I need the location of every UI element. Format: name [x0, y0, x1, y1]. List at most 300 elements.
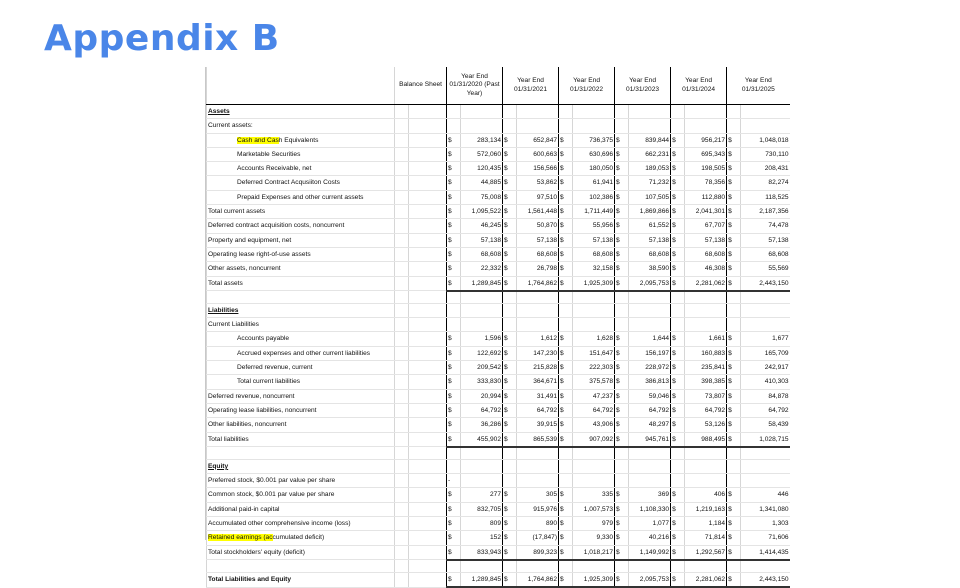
currency-symbol: $: [447, 517, 461, 531]
cell-value: 277: [461, 488, 503, 502]
currency-symbol: $: [447, 233, 461, 247]
cell-value: 1,869,866: [629, 205, 671, 219]
row-label: [207, 133, 395, 147]
cell-value: 82,274: [741, 176, 790, 190]
cell-value: 364,671: [517, 375, 559, 389]
cell-value: 64,792: [741, 403, 790, 417]
cell-value: 57,138: [741, 233, 790, 247]
cell-value: 58,439: [741, 418, 790, 432]
currency-symbol: $: [615, 190, 629, 204]
currency-symbol: $: [671, 176, 685, 190]
header-year: Year End 01/31/2021: [503, 67, 559, 105]
currency-symbol: $: [503, 147, 517, 161]
currency-symbol: $: [447, 572, 461, 587]
cell-value: 406: [685, 488, 727, 502]
currency-symbol: $: [671, 233, 685, 247]
cell-value: 31,491: [517, 389, 559, 403]
currency-symbol: $: [727, 502, 741, 516]
currency-symbol: $: [671, 403, 685, 417]
table-row: [207, 447, 790, 460]
table-row: [207, 502, 790, 516]
currency-symbol: $: [559, 247, 573, 261]
cell-value: 102,386: [573, 190, 615, 204]
cell-value: 68,608: [629, 247, 671, 261]
currency-symbol: $: [503, 502, 517, 516]
cell-value: 410,303: [741, 375, 790, 389]
currency-symbol: $: [503, 361, 517, 375]
cell-value: 809: [461, 517, 503, 531]
row-label: Deferred Contract Acqusiiton Costs: [207, 176, 395, 190]
cell-value: 1,764,862: [517, 276, 559, 291]
currency-symbol: $: [671, 375, 685, 389]
currency-symbol: $: [671, 276, 685, 291]
row-label: Current assets:: [207, 119, 395, 133]
currency-symbol: $: [447, 162, 461, 176]
cell-value: 71,814: [685, 531, 727, 545]
header-row: [207, 67, 790, 105]
cell-dash: -: [447, 474, 461, 488]
cell-value: 1,289,845: [461, 276, 503, 291]
row-label: Property and equipment, net: [207, 233, 395, 247]
cell-value: 122,692: [461, 346, 503, 360]
currency-symbol: $: [559, 502, 573, 516]
currency-symbol: $: [559, 361, 573, 375]
currency-symbol: $: [503, 133, 517, 147]
currency-symbol: $: [615, 389, 629, 403]
cell-value: 215,828: [517, 361, 559, 375]
currency-symbol: $: [615, 276, 629, 291]
cell-value: 73,807: [685, 389, 727, 403]
currency-symbol: $: [559, 389, 573, 403]
currency-symbol: $: [503, 262, 517, 276]
cell-value: 736,375: [573, 133, 615, 147]
cell-value: 2,095,753: [629, 572, 671, 587]
balance-sheet-grid: [206, 67, 790, 588]
currency-symbol: $: [727, 276, 741, 291]
cell-value: 572,060: [461, 147, 503, 161]
cell-value: 283,134: [461, 133, 503, 147]
cell-value: 1,341,080: [741, 502, 790, 516]
cell-value: 71,232: [629, 176, 671, 190]
cell-value: 61,941: [573, 176, 615, 190]
table-row: [207, 572, 790, 587]
cell-value: 38,590: [629, 262, 671, 276]
header-year: Year End 01/31/2024: [671, 67, 727, 105]
currency-symbol: $: [615, 147, 629, 161]
currency-symbol: $: [615, 332, 629, 346]
currency-symbol: $: [671, 572, 685, 587]
row-label: Accounts payable: [207, 332, 395, 346]
cell-value: 68,608: [685, 247, 727, 261]
table-row: [207, 291, 790, 304]
cell-value: 112,880: [685, 190, 727, 204]
table-row: [207, 276, 790, 291]
cell-value: 222,303: [573, 361, 615, 375]
cell-value: 1,677: [741, 332, 790, 346]
row-label: Deferred revenue, noncurrent: [207, 389, 395, 403]
cell-value: 1,149,992: [629, 545, 671, 560]
row-label: Accrued expenses and other current liabilities: [207, 346, 395, 360]
currency-symbol: $: [559, 332, 573, 346]
cell-value: 1,596: [461, 332, 503, 346]
cell-value: (17,847): [517, 531, 559, 545]
table-row: [207, 375, 790, 389]
cell-value: 242,917: [741, 361, 790, 375]
currency-symbol: $: [559, 418, 573, 432]
currency-symbol: $: [615, 162, 629, 176]
currency-symbol: $: [503, 219, 517, 233]
cell-value: 2,281,062: [685, 276, 727, 291]
currency-symbol: $: [559, 276, 573, 291]
currency-symbol: $: [727, 545, 741, 560]
cell-value: 1,711,449: [573, 205, 615, 219]
cell-value: 209,542: [461, 361, 503, 375]
cell-value: 152: [461, 531, 503, 545]
currency-symbol: $: [615, 205, 629, 219]
highlighted-text: Cash and Cas: [237, 136, 279, 144]
currency-symbol: $: [671, 346, 685, 360]
currency-symbol: $: [671, 488, 685, 502]
currency-symbol: $: [615, 262, 629, 276]
cell-value: 375,578: [573, 375, 615, 389]
currency-symbol: $: [559, 133, 573, 147]
currency-symbol: $: [503, 545, 517, 560]
currency-symbol: $: [503, 432, 517, 447]
table-row: [207, 418, 790, 432]
currency-symbol: $: [615, 247, 629, 261]
cell-value: 53,862: [517, 176, 559, 190]
currency-symbol: $: [447, 262, 461, 276]
currency-symbol: $: [615, 572, 629, 587]
currency-symbol: $: [447, 205, 461, 219]
row-label: Marketable Securities: [207, 147, 395, 161]
cell-value: 74,478: [741, 219, 790, 233]
row-label: Preferred stock, $0.001 par value per share: [207, 474, 395, 488]
row-label: Deferred revenue, current: [207, 361, 395, 375]
cell-value: 600,663: [517, 147, 559, 161]
cell-value: 64,792: [629, 403, 671, 417]
cell-value: 1,048,018: [741, 133, 790, 147]
cell-value: 107,505: [629, 190, 671, 204]
currency-symbol: $: [559, 488, 573, 502]
currency-symbol: $: [727, 262, 741, 276]
cell-value: 68,608: [461, 247, 503, 261]
cell-value: 9,330: [573, 531, 615, 545]
currency-symbol: $: [671, 432, 685, 447]
cell-value: 208,431: [741, 162, 790, 176]
cell-value: 198,505: [685, 162, 727, 176]
row-label: Operating lease liabilities, noncurrent: [207, 403, 395, 417]
cell-value: 68,608: [573, 247, 615, 261]
cell-value: 47,237: [573, 389, 615, 403]
currency-symbol: $: [559, 176, 573, 190]
cell-value: 156,566: [517, 162, 559, 176]
cell-value: 446: [741, 488, 790, 502]
currency-symbol: $: [615, 502, 629, 516]
table-row: [207, 303, 790, 317]
currency-symbol: $: [503, 403, 517, 417]
cell-value: 1,095,522: [461, 205, 503, 219]
cell-value: 64,792: [685, 403, 727, 417]
currency-symbol: $: [727, 219, 741, 233]
cell-value: 55,569: [741, 262, 790, 276]
row-label: Current Liabilities: [207, 318, 395, 332]
currency-symbol: $: [615, 133, 629, 147]
cell-value: 53,126: [685, 418, 727, 432]
currency-symbol: $: [615, 432, 629, 447]
currency-symbol: $: [559, 162, 573, 176]
currency-symbol: $: [559, 432, 573, 447]
balance-sheet-table: [205, 67, 789, 584]
cell-value: 630,696: [573, 147, 615, 161]
row-label: Other assets, noncurrent: [207, 262, 395, 276]
table-row: [207, 233, 790, 247]
currency-symbol: $: [503, 276, 517, 291]
cell-value: 64,792: [573, 403, 615, 417]
table-row: [207, 361, 790, 375]
cell-value: 22,332: [461, 262, 503, 276]
currency-symbol: $: [615, 361, 629, 375]
cell-value: 988,495: [685, 432, 727, 447]
row-label: [207, 291, 395, 304]
cell-value: 1,219,163: [685, 502, 727, 516]
currency-symbol: $: [671, 531, 685, 545]
cell-value: 335: [573, 488, 615, 502]
currency-symbol: $: [615, 233, 629, 247]
cell-value: 20,994: [461, 389, 503, 403]
row-label: Total liabilities: [207, 432, 395, 447]
header-year: Year End 01/31/2020 (Past Year): [447, 67, 503, 105]
cell-value: 151,647: [573, 346, 615, 360]
table-row: [207, 332, 790, 346]
cell-value: 1,612: [517, 332, 559, 346]
currency-symbol: $: [671, 262, 685, 276]
cell-value: 228,972: [629, 361, 671, 375]
cell-value: 455,902: [461, 432, 503, 447]
currency-symbol: $: [559, 517, 573, 531]
currency-symbol: $: [447, 247, 461, 261]
currency-symbol: $: [447, 389, 461, 403]
table-row: [207, 432, 790, 447]
cell-value: 50,870: [517, 219, 559, 233]
header-year: Year End 01/31/2022: [559, 67, 615, 105]
currency-symbol: $: [503, 488, 517, 502]
cell-value: 2,443,150: [741, 276, 790, 291]
table-row: [207, 247, 790, 261]
cell-value: 2,281,062: [685, 572, 727, 587]
row-label: Accumulated other comprehensive income (loss): [207, 517, 395, 531]
currency-symbol: $: [615, 517, 629, 531]
row-label: Prepaid Expenses and other current assets: [207, 190, 395, 204]
table-row: [207, 459, 790, 473]
table-row: [207, 133, 790, 147]
currency-symbol: $: [447, 332, 461, 346]
currency-symbol: $: [615, 531, 629, 545]
cell-value: 907,092: [573, 432, 615, 447]
cell-value: 1,925,309: [573, 276, 615, 291]
cell-value: 147,230: [517, 346, 559, 360]
currency-symbol: $: [503, 531, 517, 545]
cell-value: 36,286: [461, 418, 503, 432]
cell-value: 64,792: [517, 403, 559, 417]
currency-symbol: $: [671, 418, 685, 432]
currency-symbol: $: [727, 205, 741, 219]
currency-symbol: $: [727, 375, 741, 389]
cell-value: 915,976: [517, 502, 559, 516]
row-label: Other liabilities, noncurrent: [207, 418, 395, 432]
currency-symbol: $: [559, 375, 573, 389]
cell-value: 369: [629, 488, 671, 502]
header-year: Year End 01/31/2023: [615, 67, 671, 105]
currency-symbol: $: [727, 190, 741, 204]
currency-symbol: $: [559, 572, 573, 587]
table-row: [207, 545, 790, 560]
cell-value: 57,138: [685, 233, 727, 247]
cell-value: 2,187,356: [741, 205, 790, 219]
page-title: Appendix B: [44, 18, 280, 59]
row-label: Common stock, $0.001 par value per share: [207, 488, 395, 502]
cell-value: 57,138: [461, 233, 503, 247]
currency-symbol: $: [727, 403, 741, 417]
cell-value: 120,435: [461, 162, 503, 176]
currency-symbol: $: [671, 247, 685, 261]
currency-symbol: $: [503, 176, 517, 190]
currency-symbol: $: [671, 361, 685, 375]
cell-value: 730,110: [741, 147, 790, 161]
cell-value: 695,343: [685, 147, 727, 161]
cell-value: 57,138: [517, 233, 559, 247]
table-row: [207, 560, 790, 573]
header-year: Year End 01/31/2025: [727, 67, 790, 105]
cell-value: 78,356: [685, 176, 727, 190]
cell-value: 160,883: [685, 346, 727, 360]
row-label: Accounts Receivable, net: [207, 162, 395, 176]
table-row: [207, 119, 790, 133]
cell-value: 59,046: [629, 389, 671, 403]
currency-symbol: $: [503, 233, 517, 247]
currency-symbol: $: [727, 488, 741, 502]
cell-value: 180,050: [573, 162, 615, 176]
row-label: Liabilities: [207, 303, 395, 317]
table-row: [207, 219, 790, 233]
currency-symbol: $: [559, 346, 573, 360]
cell-value: 1,007,573: [573, 502, 615, 516]
currency-symbol: $: [559, 403, 573, 417]
currency-symbol: $: [727, 531, 741, 545]
currency-symbol: $: [727, 233, 741, 247]
currency-symbol: $: [727, 162, 741, 176]
currency-symbol: $: [727, 517, 741, 531]
cell-value: 1,108,330: [629, 502, 671, 516]
currency-symbol: $: [503, 572, 517, 587]
table-row: [207, 162, 790, 176]
cell-value: 64,792: [461, 403, 503, 417]
currency-symbol: $: [559, 147, 573, 161]
currency-symbol: $: [447, 346, 461, 360]
cell-value: 55,956: [573, 219, 615, 233]
currency-symbol: $: [727, 572, 741, 587]
cell-value: 189,053: [629, 162, 671, 176]
row-label: Additional paid-in capital: [207, 502, 395, 516]
cell-value: 1,292,567: [685, 545, 727, 560]
cell-value: 1,028,715: [741, 432, 790, 447]
cell-value: 1,303: [741, 517, 790, 531]
currency-symbol: $: [727, 147, 741, 161]
currency-symbol: $: [727, 133, 741, 147]
row-label: Assets: [207, 105, 395, 119]
currency-symbol: $: [447, 418, 461, 432]
currency-symbol: $: [447, 403, 461, 417]
currency-symbol: $: [671, 517, 685, 531]
currency-symbol: $: [615, 176, 629, 190]
currency-symbol: $: [503, 418, 517, 432]
cell-value: 67,707: [685, 219, 727, 233]
cell-value: 1,661: [685, 332, 727, 346]
currency-symbol: $: [447, 190, 461, 204]
cell-value: 43,906: [573, 418, 615, 432]
table-row: [207, 105, 790, 119]
table-row: [207, 190, 790, 204]
currency-symbol: $: [447, 176, 461, 190]
cell-value: 118,525: [741, 190, 790, 204]
cell-value: 84,878: [741, 389, 790, 403]
cell-value: 46,245: [461, 219, 503, 233]
currency-symbol: $: [727, 332, 741, 346]
row-label: Deferred contract acquisition costs, noncurrent: [207, 219, 395, 233]
cell-value: 1,414,435: [741, 545, 790, 560]
cell-value: 46,308: [685, 262, 727, 276]
currency-symbol: $: [559, 219, 573, 233]
currency-symbol: $: [671, 332, 685, 346]
cell-value: 890: [517, 517, 559, 531]
currency-symbol: $: [727, 346, 741, 360]
currency-symbol: $: [671, 502, 685, 516]
cell-value: 165,709: [741, 346, 790, 360]
currency-symbol: $: [447, 531, 461, 545]
currency-symbol: $: [447, 375, 461, 389]
cell-value: 652,847: [517, 133, 559, 147]
cell-value: 899,323: [517, 545, 559, 560]
currency-symbol: $: [615, 488, 629, 502]
cell-value: 57,138: [573, 233, 615, 247]
row-label: Operating lease right-of-use assets: [207, 247, 395, 261]
table-row: [207, 147, 790, 161]
row-label: [207, 447, 395, 460]
row-label: Total Liabilities and Equity: [207, 572, 395, 587]
cell-value: 44,885: [461, 176, 503, 190]
table-row: [207, 531, 790, 545]
cell-value: 2,443,150: [741, 572, 790, 587]
cell-value: 71,606: [741, 531, 790, 545]
currency-symbol: $: [559, 545, 573, 560]
currency-symbol: $: [615, 346, 629, 360]
currency-symbol: $: [503, 247, 517, 261]
currency-symbol: $: [503, 332, 517, 346]
currency-symbol: $: [447, 147, 461, 161]
currency-symbol: $: [671, 389, 685, 403]
currency-symbol: $: [671, 205, 685, 219]
cell-value: 32,158: [573, 262, 615, 276]
table-row: [207, 346, 790, 360]
table-row: [207, 176, 790, 190]
currency-symbol: $: [559, 262, 573, 276]
cell-value: 2,041,301: [685, 205, 727, 219]
currency-symbol: $: [671, 545, 685, 560]
currency-symbol: $: [503, 346, 517, 360]
currency-symbol: $: [615, 545, 629, 560]
header-blank: [207, 67, 395, 105]
currency-symbol: $: [671, 147, 685, 161]
